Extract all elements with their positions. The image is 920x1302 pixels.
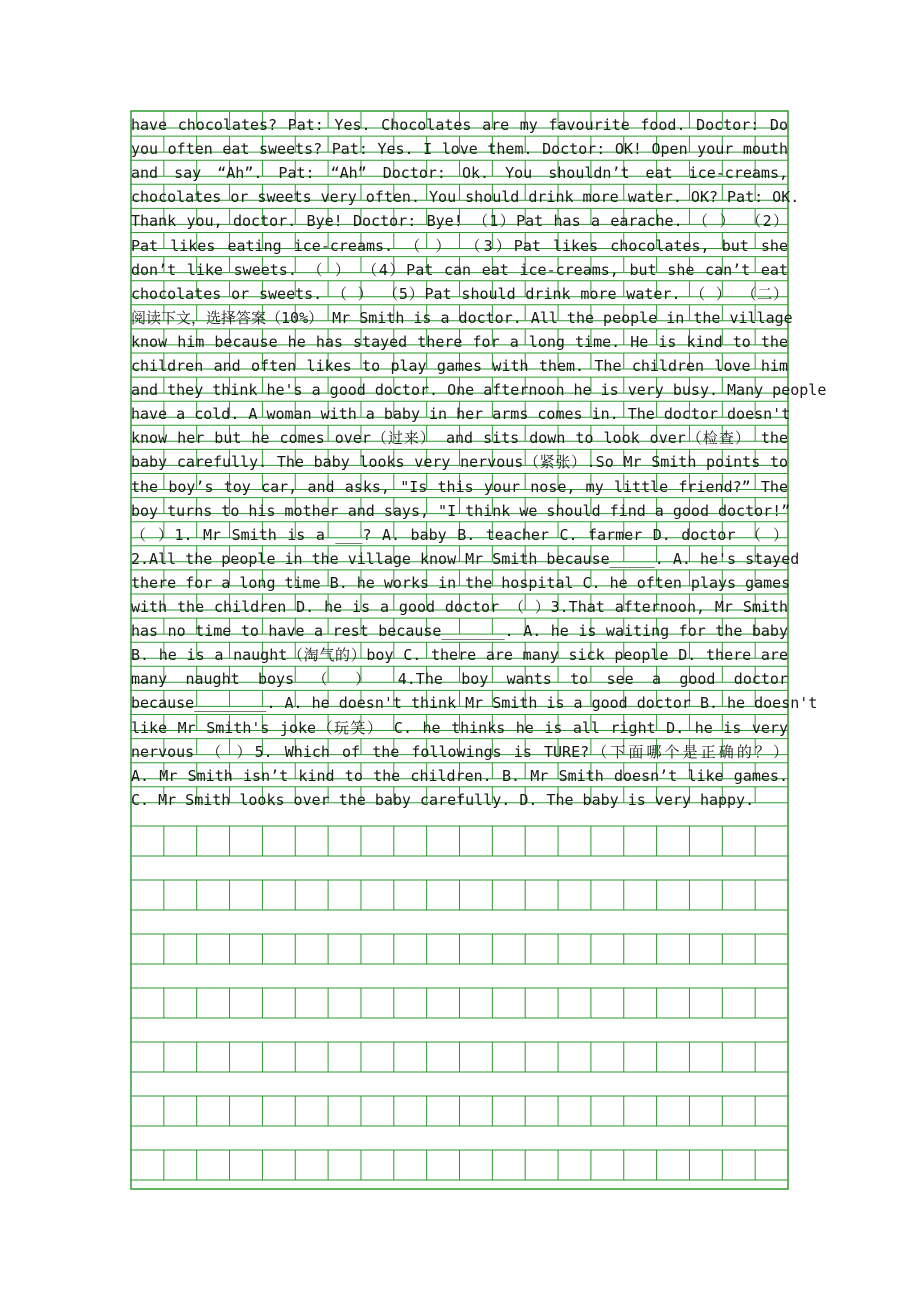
text-line: children and often likes to play games with them. The children love him [131,357,788,375]
text-line: （ ）1. Mr Smith is a ___? A. baby B. teacher C. farmer D. doctor （ ） [131,525,788,544]
text-line: boy turns to his mother and says, "I think we should find a good doctor!” [131,501,791,520]
text-line: has no time to have a rest because_______. A. he is waiting for the baby [131,622,788,641]
text-line: with the children D. he is a good doctor （ ）3.That afternoon, Mr Smith [131,598,788,616]
text-line: and they think he's a good doctor. One afternoon he is very busy. Many people [131,381,827,400]
text-line: C. Mr Smith looks over the baby carefully. D. The baby is very happy. [131,790,755,809]
text-line: 2.All the people in the village know Mr Smith because_____. A. he's stayed [131,549,800,568]
text-line: B. he is a naught（淘气的）boy C. there are many sick people D. there are [131,646,788,665]
text-line: have a cold. A woman with a baby in her arms comes in. The doctor doesn't [131,405,791,424]
text-line: because________. A. he doesn't think Mr Smith is a good doctor B. he doesn't [131,694,818,713]
text-line: like Mr Smith's joke（玩笑） C. he thinks he is all right D. he is very [131,718,788,737]
text-line: Thank you, doctor. Bye! Doctor: Bye! （1）Pat has a earache. （ ） （2） [131,212,788,231]
text-line: chocolates or sweets. （ ） （5）Pat should drink more water. （ ） （二） [131,284,788,303]
text-line: A. Mr Smith isn’t kind to the children. B. Mr Smith doesn’t like games. [131,766,788,785]
text-line: there for a long time B. he works in the hospital C. he often plays games [131,573,791,592]
text-line: have chocolates? Pat: Yes. Chocolates are my favourite food. Doctor: Do [131,116,788,134]
text-line: Pat likes eating ice-creams. （ ） （3）Pat likes chocolates, but she [131,236,788,255]
text-line: chocolates or sweets very often. You should drink more water. OK? Pat: OK. [131,188,800,207]
text-line: you often eat sweets? Pat: Yes. I love them. Doctor: OK! Open your mouth [131,140,788,159]
text-line: 阅读下文，选择答案（10%） Mr Smith is a doctor. All the people in the village [131,308,793,327]
text-line: and say “Ah”. Pat: “Ah” Doctor: Ok. You shouldn’t eat ice-creams, [131,164,788,183]
text-line: know him because he has stayed there for a long time. He is kind to the [131,332,788,351]
text-line: know her but he comes over（过来） and sits down to look over（检查） the [131,429,788,448]
text-line: baby carefully. The baby looks very nervous（紧张）.So Mr Smith points to [131,453,788,472]
text-line: nervous （ ）5. Which of the followings is TURE?（下面哪个是正确的？） [131,742,788,761]
text-line: many naught boys （ ） 4.The boy wants to see a good doctor [131,670,788,689]
text-line: don’t like sweets. （ ） （4）Pat can eat ice-creams, but she can’t eat [131,260,788,279]
text-line: the boy’s toy car, and asks, "Is this your nose, my little friend?” The [131,477,788,496]
